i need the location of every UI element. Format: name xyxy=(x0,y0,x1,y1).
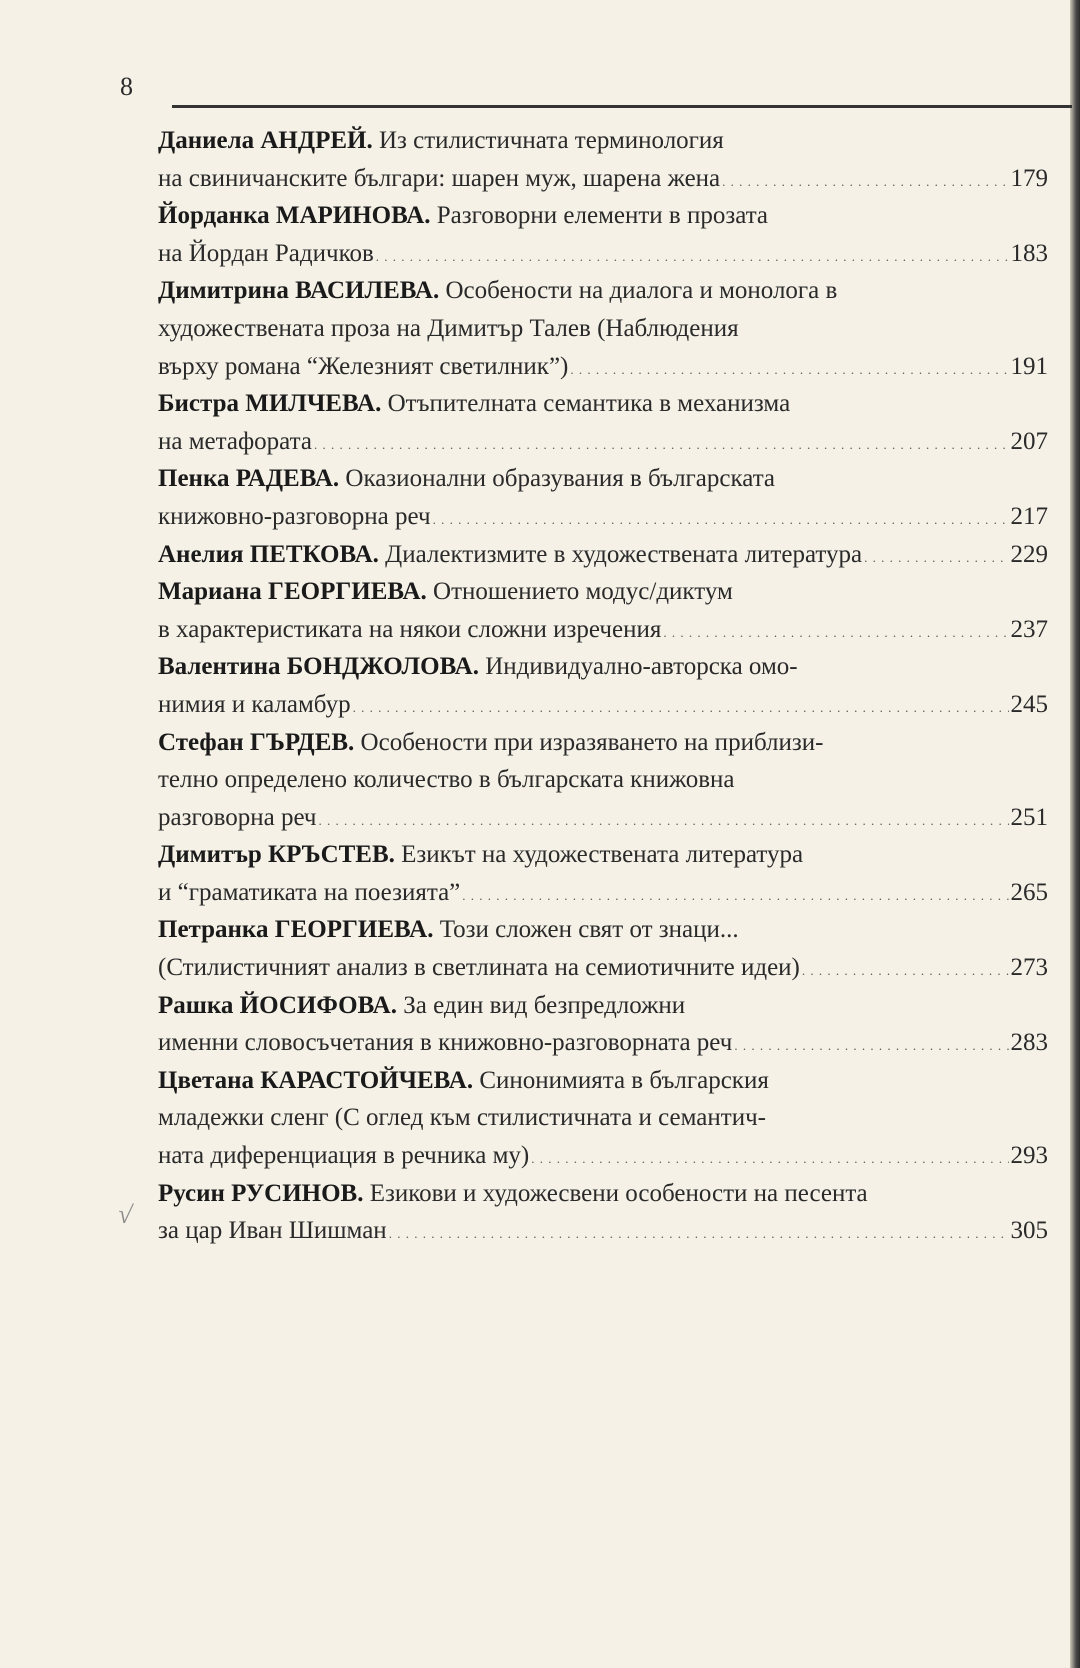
toc-page-number: 229 xyxy=(1010,540,1048,568)
toc-entry-last-line xyxy=(158,1024,1048,1062)
toc-title-text: на метафората xyxy=(158,427,312,455)
dot-leader xyxy=(734,1024,1008,1062)
toc-author: Димитрина ВАСИЛЕВА. xyxy=(158,277,440,305)
toc-page-number: 305 xyxy=(1010,1217,1048,1245)
table-of-contents xyxy=(158,122,1048,1250)
toc-author: Бистра МИЛЧЕВА. xyxy=(158,390,382,418)
toc-title-text: телно определено количество в българската книжовна xyxy=(158,766,735,794)
toc-entry xyxy=(158,724,1048,837)
toc-entry-text xyxy=(158,1024,732,1062)
toc-title-text: ната диференциация в речника му) xyxy=(158,1142,530,1170)
toc-title-text: Синонимията в българския xyxy=(479,1066,769,1094)
toc-entry-text xyxy=(158,949,800,987)
toc-entry-last-line xyxy=(158,949,1048,987)
dot-leader xyxy=(353,686,1009,724)
toc-entry xyxy=(158,987,1048,1062)
toc-entry xyxy=(158,460,1048,535)
toc-title-text: Особености на диалога и монолога в xyxy=(445,277,838,305)
toc-page-number: 191 xyxy=(1010,352,1048,380)
toc-entry xyxy=(158,573,1048,648)
toc-entry-text xyxy=(158,160,720,198)
toc-title-text: Индивидуално-авторска омо- xyxy=(485,653,798,681)
dot-leader xyxy=(462,874,1008,912)
toc-title-text: нимия и каламбур xyxy=(158,690,351,718)
toc-entry xyxy=(158,911,1048,986)
toc-entry-line xyxy=(158,460,1048,498)
toc-title-text: Езикът на художествената литература xyxy=(401,841,804,869)
dot-leader xyxy=(314,423,1009,461)
toc-entry xyxy=(158,836,1048,911)
toc-title-text: на свиничанските българи: шарен муж, шарена жена xyxy=(158,164,721,192)
toc-entry xyxy=(158,385,1048,460)
toc-author: Йорданка МАРИНОВА. xyxy=(158,202,431,230)
toc-author: Мариана ГЕОРГИЕВА. xyxy=(158,578,427,606)
toc-entry-line xyxy=(158,724,1048,762)
dot-leader xyxy=(531,1137,1008,1175)
toc-entry-text xyxy=(158,874,460,912)
toc-author: Анелия ПЕТКОВА. xyxy=(158,540,379,568)
dot-leader xyxy=(319,799,1009,837)
toc-title-text: (Стилистичният анализ в светлината на семиотичните идеи) xyxy=(158,954,800,982)
dot-leader xyxy=(864,536,1008,574)
toc-author: Валентина БОНДЖОЛОВА. xyxy=(158,653,479,681)
toc-title-text: младежки сленг (С оглед към стилистичната и семантич- xyxy=(158,1104,766,1132)
toc-entry xyxy=(158,122,1048,197)
toc-entry-line xyxy=(158,197,1048,235)
toc-entry-line xyxy=(158,648,1048,686)
toc-entry-line xyxy=(158,761,1048,799)
toc-title-text: Този сложен свят от знаци... xyxy=(439,916,739,944)
toc-entry xyxy=(158,648,1048,723)
toc-title-text: разговорна реч xyxy=(158,803,317,831)
dot-leader xyxy=(722,160,1008,198)
toc-page-number: 283 xyxy=(1010,1029,1048,1057)
toc-entry xyxy=(158,272,1048,385)
header-rule xyxy=(172,105,1072,108)
toc-entry-text xyxy=(158,1212,387,1250)
toc-author: Димитър КРЪСТЕВ. xyxy=(158,841,395,869)
toc-entry-last-line xyxy=(158,348,1048,386)
toc-entry-line xyxy=(158,310,1048,348)
toc-title-text: Отношението модус/диктум xyxy=(433,578,733,606)
dot-leader xyxy=(570,348,1008,386)
toc-title-text: Оказионални образувания в българската xyxy=(345,465,776,493)
toc-entry-line xyxy=(158,911,1048,949)
toc-entry-last-line xyxy=(158,423,1048,461)
toc-entry-text xyxy=(158,611,661,649)
toc-page-number: 217 xyxy=(1010,502,1048,530)
toc-entry-last-line xyxy=(158,160,1048,198)
toc-entry xyxy=(158,536,1048,574)
dot-leader xyxy=(433,498,1009,536)
toc-author: Петранка ГЕОРГИЕВА. xyxy=(158,916,434,944)
dot-leader xyxy=(389,1212,1009,1250)
toc-title-text: в характеристиката на някои сложни изречения xyxy=(158,615,662,643)
toc-title-text: Из стилистичната терминология xyxy=(378,127,724,154)
toc-page-number: 179 xyxy=(1010,164,1048,192)
dot-leader xyxy=(663,611,1008,649)
toc-entry-text xyxy=(158,235,374,273)
toc-entry-line xyxy=(158,385,1048,423)
toc-page-number: 251 xyxy=(1010,803,1048,831)
toc-entry xyxy=(158,1062,1048,1175)
toc-entry-line xyxy=(158,987,1048,1025)
toc-entry-last-line xyxy=(158,686,1048,724)
margin-check-mark: √ xyxy=(116,1199,135,1230)
toc-title-text: За един вид безпредложни xyxy=(403,991,686,1019)
toc-title-text: Особености при изразяването на приблизи- xyxy=(360,728,824,756)
toc-title-text: върху романа “Железният светилник”) xyxy=(158,352,569,380)
page-number: 8 xyxy=(120,72,133,101)
toc-entry-last-line xyxy=(158,536,1048,574)
toc-page-number: 237 xyxy=(1010,615,1048,643)
toc-page-number: 207 xyxy=(1010,427,1048,455)
toc-title-text: Разговорни елементи в прозата xyxy=(436,202,769,230)
toc-title-text: Езикови и художесвени особености на песента xyxy=(369,1179,868,1207)
toc-page-number: 273 xyxy=(1010,954,1048,982)
toc-author: Рашка ЙОСИФОВА. xyxy=(158,991,397,1019)
toc-title-text: Отъпителната семантика в механизма xyxy=(387,390,791,418)
toc-title-text: книжовно-разговорна реч xyxy=(158,502,431,530)
toc-entry-line xyxy=(158,1175,1048,1213)
toc-entry-last-line xyxy=(158,498,1048,536)
toc-entry xyxy=(158,197,1048,272)
toc-page-number: 245 xyxy=(1010,690,1048,718)
toc-entry-line xyxy=(158,836,1048,874)
toc-title-text: и “граматиката на поезията” xyxy=(158,878,461,906)
toc-author: Русин РУСИНОВ. xyxy=(158,1179,364,1207)
toc-entry xyxy=(158,1175,1048,1250)
toc-title-text: художествената проза на Димитър Талев (Наблюдения xyxy=(158,314,739,342)
toc-author: Пенка РАДЕВА. xyxy=(158,465,340,493)
toc-author: Даниела АНДРЕЙ. xyxy=(158,127,373,154)
toc-entry-last-line xyxy=(158,1212,1048,1250)
toc-entry-text xyxy=(158,1137,529,1175)
toc-entry-line xyxy=(158,1099,1048,1137)
toc-author: Цветана КАРАСТОЙЧЕВА. xyxy=(158,1066,474,1094)
toc-page-number: 293 xyxy=(1010,1142,1048,1170)
toc-title-text: на Йордан Радичков xyxy=(158,239,374,267)
toc-title-text: именни словосъчетания в книжовно-разговорната реч xyxy=(158,1029,733,1057)
dot-leader xyxy=(802,949,1009,987)
toc-title-text: за цар Иван Шишман xyxy=(158,1217,387,1245)
toc-entry-text xyxy=(158,536,862,574)
toc-page-number: 265 xyxy=(1010,878,1048,906)
toc-entry-text xyxy=(158,498,431,536)
toc-entry-text xyxy=(158,423,312,461)
toc-entry-last-line xyxy=(158,235,1048,273)
toc-entry-line xyxy=(158,573,1048,611)
page-edge-shadow xyxy=(1070,0,1080,1668)
toc-entry-line xyxy=(158,272,1048,310)
dot-leader xyxy=(376,235,1009,273)
toc-page-number: 183 xyxy=(1010,239,1048,267)
toc-entry-text xyxy=(158,799,317,837)
toc-author: Стефан ГЪРДЕВ. xyxy=(158,728,355,756)
toc-entry-last-line xyxy=(158,874,1048,912)
toc-entry-line xyxy=(158,122,1048,160)
toc-entry-last-line xyxy=(158,799,1048,837)
toc-entry-last-line xyxy=(158,611,1048,649)
toc-title-text: Диалектизмите в художествената литература xyxy=(385,540,863,568)
toc-entry-text xyxy=(158,686,351,724)
toc-entry-text xyxy=(158,348,568,386)
toc-entry-line xyxy=(158,1062,1048,1100)
toc-entry-last-line xyxy=(158,1137,1048,1175)
